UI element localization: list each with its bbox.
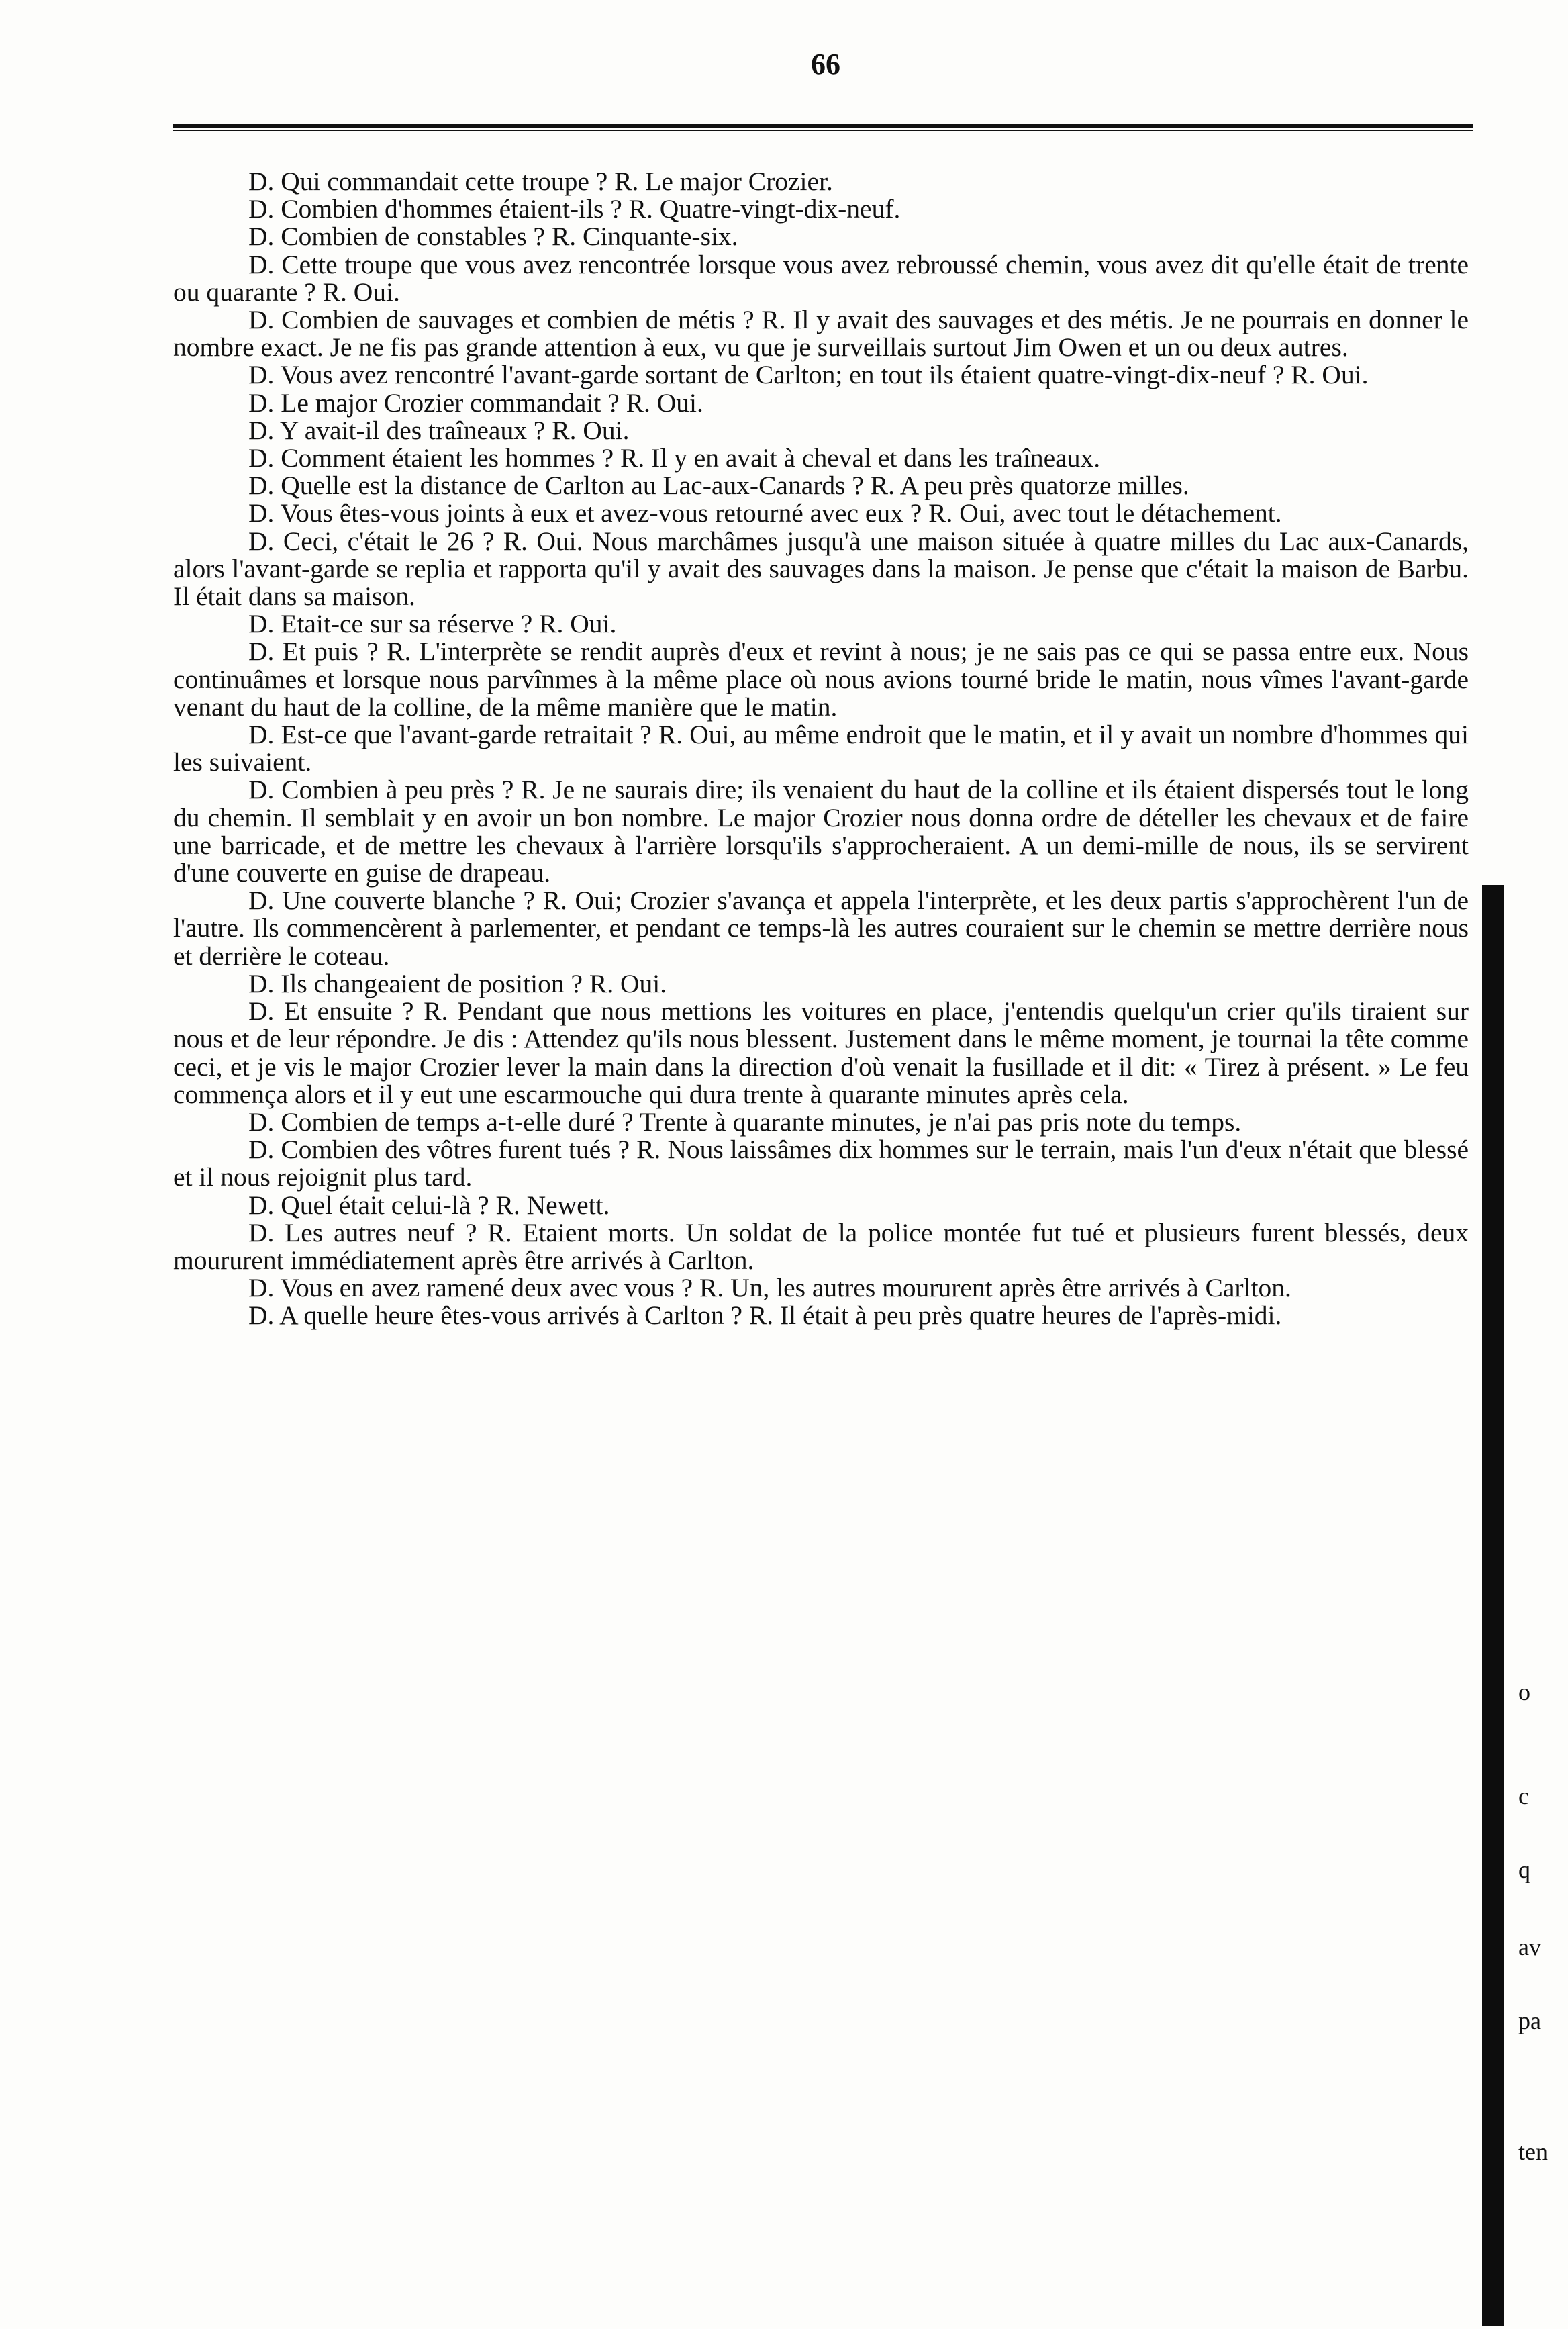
paragraph: D. Vous en avez ramené deux avec vous ? R. Un, les autres moururent après être arrivés à Carlton. — [248, 1273, 1291, 1303]
paragraph: D. Combien d'hommes étaient-ils ? R. Quatre-vingt-dix-neuf. — [248, 194, 901, 224]
paragraph: D. Comment étaient les hommes ? R. Il y en avait à cheval et dans les traîneaux. — [248, 443, 1101, 473]
margin-fragment: ten — [1518, 2138, 1548, 2165]
margin-fragment: av — [1518, 1934, 1541, 1960]
paragraph: D. Combien des vôtres furent tués ? R. Nous laissâmes dix hommes sur le terrain, mais l'un d'eux n'était que blessé et il nous rejoignit plus tard. — [173, 1135, 1469, 1192]
testimony-text — [173, 168, 1469, 1330]
paragraph: D. Vous êtes-vous joints à eux et avez-vous retourné avec eux ? R. Oui, avec tout le détachement. — [248, 498, 1282, 528]
paragraph: D. Combien à peu près ? R. Je ne saurais dire; ils venaient du haut de la colline et ils étaient dispersés tout le long du chemin. Il semblait y en avoir un bon nombre. Le major Crozier nous donna ordre de dételler les chevaux et de faire une barricade, et de mettre les chevaux à l'arrière lorsqu'ils s'approcheraient. A un demi-mille de nous, ils se servirent d'une couverte en guise de drapeau. — [173, 775, 1469, 888]
paragraph: D. Combien de temps a-t-elle duré ? Trente à quarante minutes, je n'ai pas pris note du temps. — [248, 1106, 1242, 1137]
paragraph: D. Qui commandait cette troupe ? R. Le major Crozier. — [248, 167, 833, 196]
paragraph: D. Et puis ? R. L'interprète se rendit auprès d'eux et revint à nous; je ne sais pas ce qui se passa entre eux. Nous continuâmes et lorsque nous parvînmes à la même place où nous avions tourné bride le matin, nous vîmes l'avant-garde venant du haut de la colline, de la même manière que le matin. — [173, 636, 1469, 722]
paragraph: D. Quel était celui-là ? R. Newett. — [248, 1190, 610, 1220]
paragraph: D. Le major Crozier commandait ? R. Oui. — [248, 387, 703, 418]
margin-fragment: q — [1518, 1856, 1530, 1883]
paragraph: D. Est-ce que l'avant-garde retraitait ? R. Oui, au même endroit que le matin, et il y avait un nombre d'hommes qui les suivaient. — [173, 720, 1469, 777]
paragraph: D. Vous avez rencontré l'avant-garde sortant de Carlton; en tout ils étaient quatre-vingt-dix-neuf ? R. Oui. — [248, 360, 1369, 390]
paragraph: D. Quelle est la distance de Carlton au Lac-aux-Canards ? R. A peu près quatorze milles. — [248, 471, 1189, 501]
paragraph: D. Cette troupe que vous avez rencontrée lorsque vous avez rebroussé chemin, vous avez dit qu'elle était de trente ou quarante ? R. Oui. — [173, 249, 1469, 307]
paragraph: D. Les autres neuf ? R. Etaient morts. Un soldat de la police montée fut tué et plusieurs furent blessés, deux moururent immédiatement après être arrivés à Carlton. — [173, 1217, 1469, 1275]
paragraph: D. A quelle heure êtes-vous arrivés à Carlton ? R. Il était à peu près quatre heures de l'après-midi. — [248, 1300, 1282, 1331]
binding-edge-bar — [1482, 885, 1504, 2326]
paragraph: D. Y avait-il des traîneaux ? R. Oui. — [248, 415, 630, 445]
paragraph: D. Combien de sauvages et combien de métis ? R. Il y avait des sauvages et des métis. Je ne pourrais en donner le nombre exact. Je ne fis pas grande attention à eux, vu que je surveillais surtout Jim Owen et un ou deux autres. — [173, 305, 1469, 363]
margin-fragment: pa — [1518, 2007, 1541, 2034]
page-number: 66 — [811, 48, 840, 81]
paragraph: D. Une couverte blanche ? R. Oui; Crozier s'avança et appela l'interprète, et les deux partis s'approchèrent l'un de l'autre. Ils commencèrent à parlementer, et pendant ce temps-là les autres couraient sur le chemin se mettre derrière nous et derrière le coteau. — [173, 886, 1469, 971]
margin-fragment: o — [1518, 1678, 1530, 1705]
margin-fragment: c — [1518, 1783, 1529, 1809]
paragraph: D. Ils changeaient de position ? R. Oui. — [248, 968, 667, 998]
paragraph: D. Combien de constables ? R. Cinquante-six. — [248, 222, 738, 252]
paragraph: D. Etait-ce sur sa réserve ? R. Oui. — [248, 609, 617, 639]
header-rule — [173, 124, 1473, 131]
paragraph: D. Et ensuite ? R. Pendant que nous mettions les voitures en place, j'entendis quelqu'un crier qu'ils tiraient sur nous et de leur répondre. Je dis : Attendez qu'ils nous blessent. Justement dans le même moment, je tournai la tête comme ceci, et je vis le major Crozier lever la main dans la direction d'où venait la fusillade et il dit: « Tirez à présent. » Le feu commença alors et il y eut une escarmouche qui dura trente à quarante minutes après cela. — [173, 996, 1469, 1109]
paragraph: D. Ceci, c'était le 26 ? R. Oui. Nous marchâmes jusqu'à une maison située à quatre milles du Lac aux-Canards, alors l'avant-garde se replia et rapporta qu'il y avait des sauvages dans la maison. Je pense que c'était la maison de Barbu. Il était dans sa maison. — [173, 526, 1469, 612]
